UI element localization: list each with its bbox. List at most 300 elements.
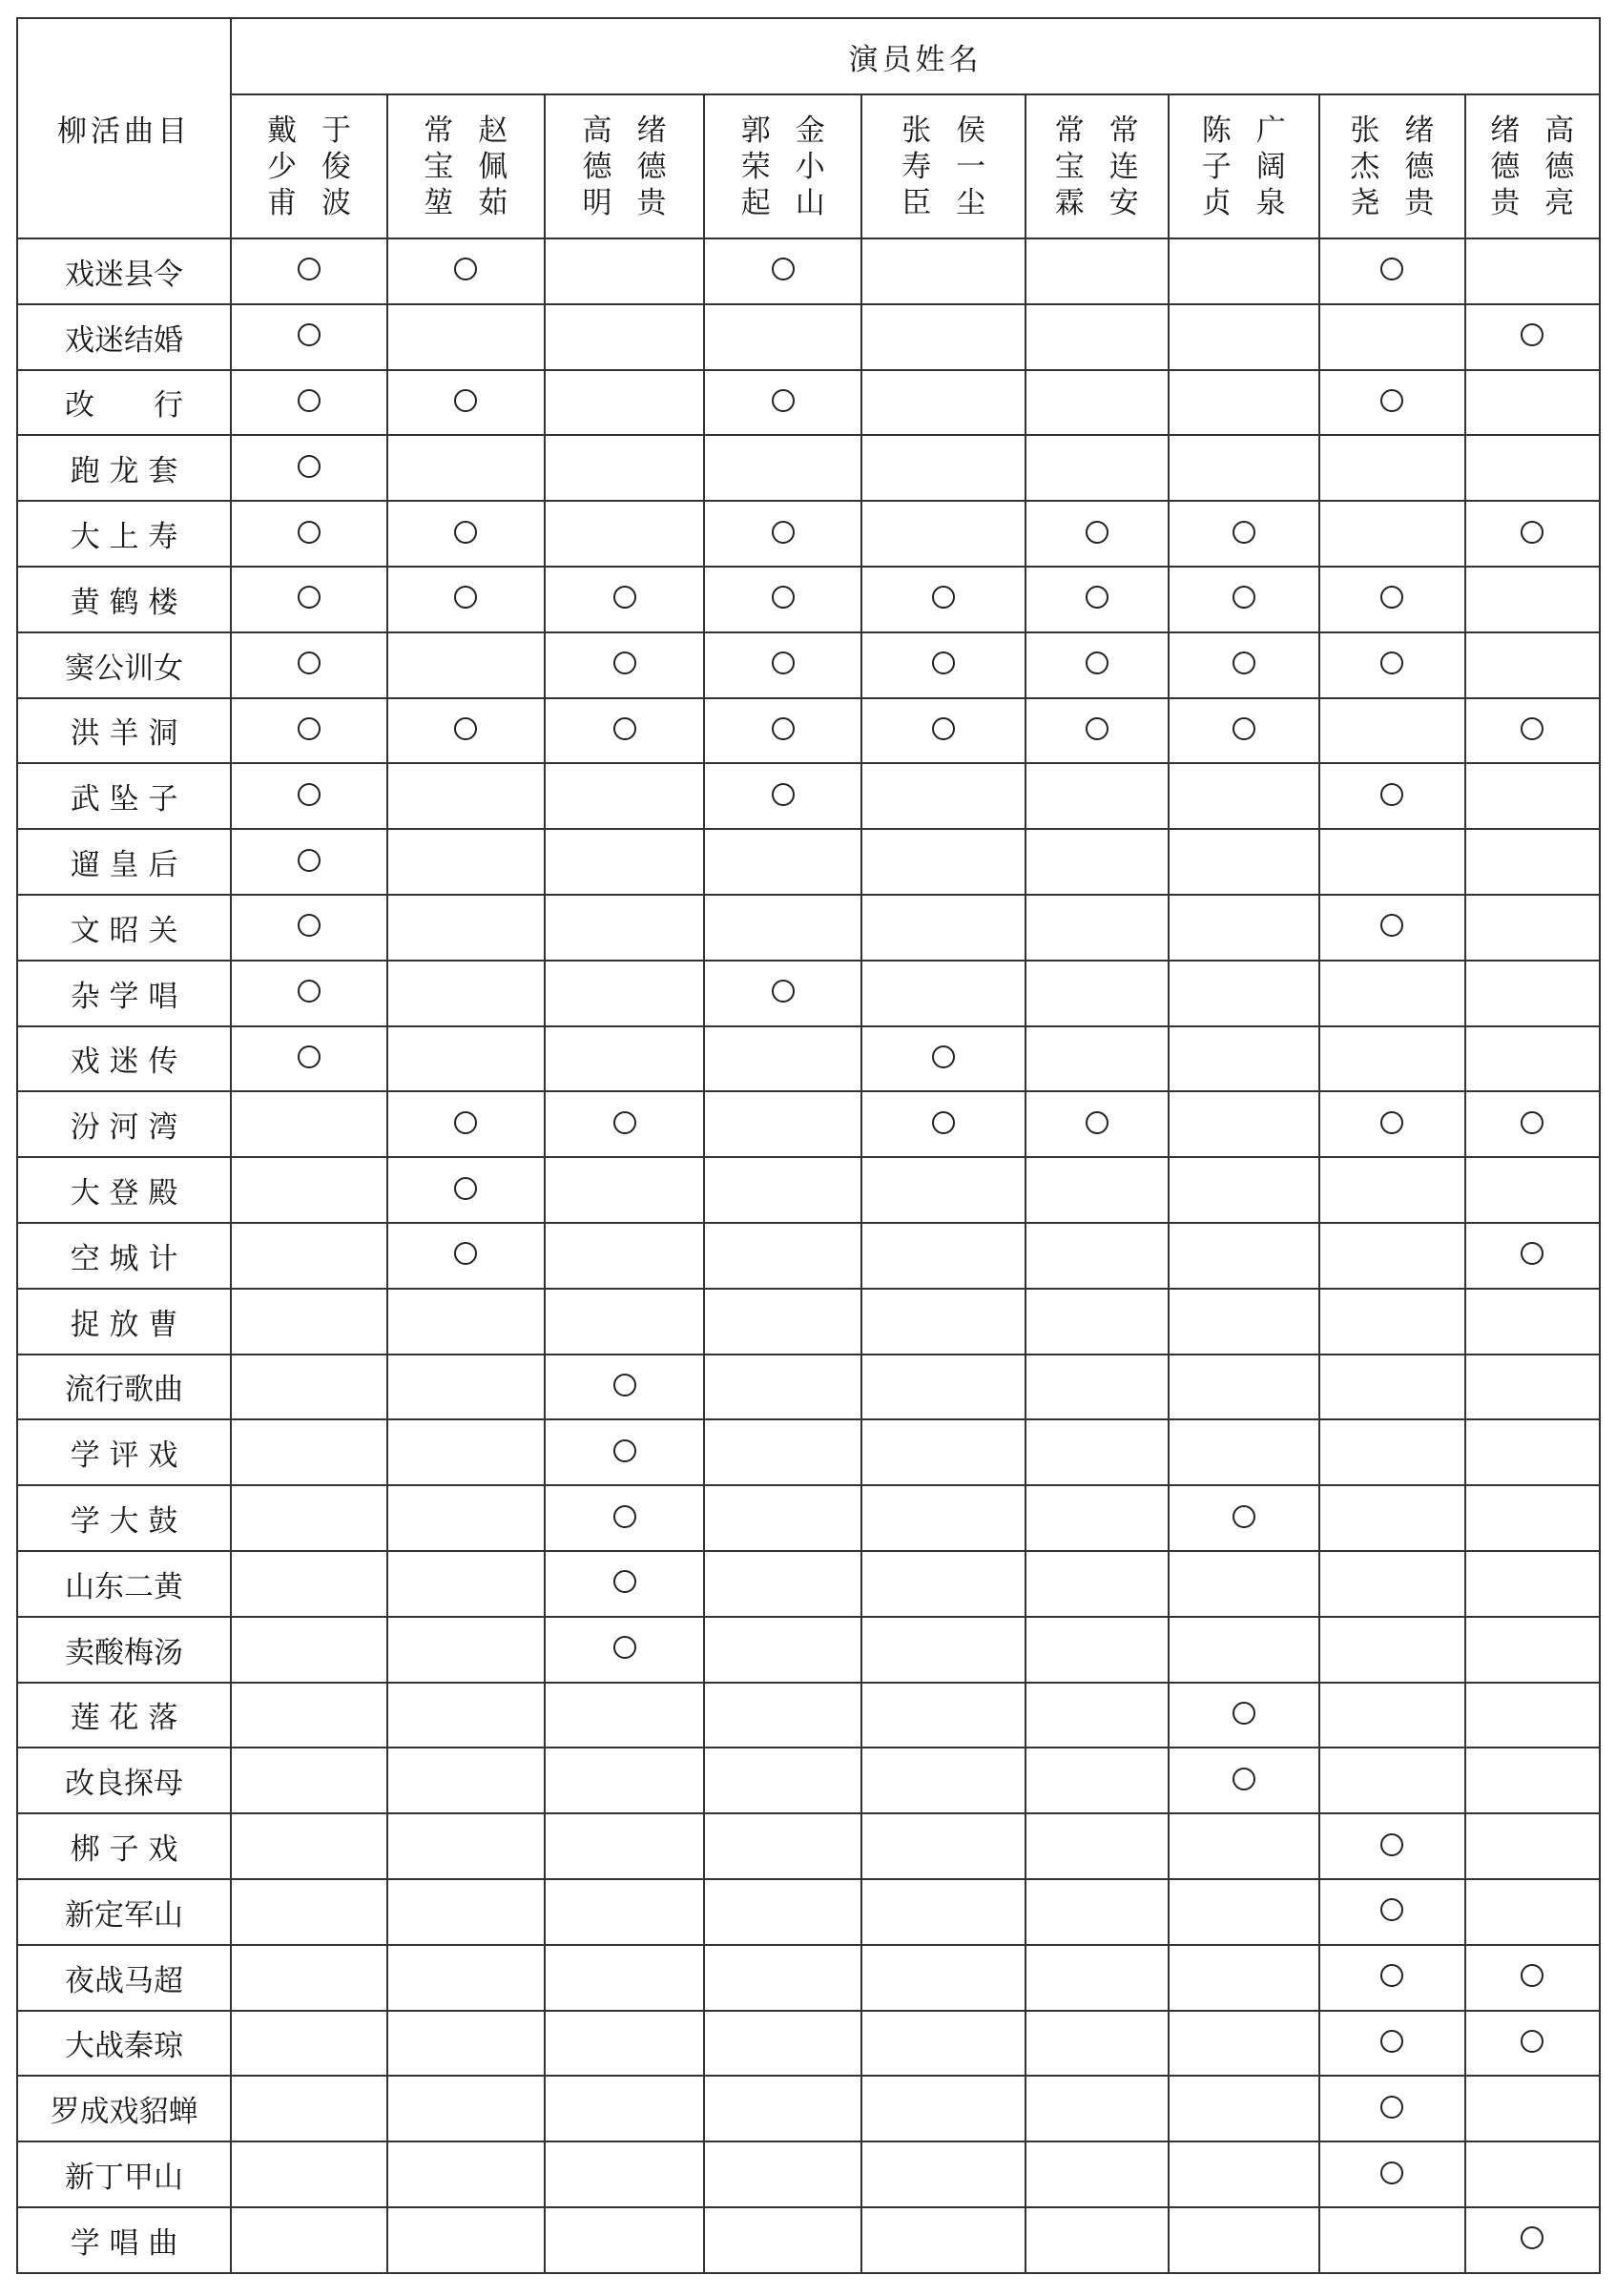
performance-cell [861,2141,1026,2207]
piece-title: 武 坠 子 [17,763,231,829]
piece-title: 卖酸梅汤 [17,1617,231,1683]
performance-cell [1319,1026,1464,1092]
table-body [17,238,1600,2273]
performance-cell [861,501,1026,567]
performance-cell [704,2207,861,2273]
performance-cell [861,1026,1026,1092]
performance-cell [1465,829,1600,895]
performance-cell [1169,370,1320,436]
actor-name: 陈 子 贞 [1201,113,1232,220]
table-row [17,1813,1600,1879]
performance-cell [1319,435,1464,501]
performance-cell [861,1748,1026,1813]
performance-cell [1026,632,1168,698]
performance-cell [861,763,1026,829]
piece-title: 改 行 [17,370,231,436]
table-row [17,1157,1600,1223]
actor-header-row [17,94,1600,238]
performance-cell [1169,1091,1320,1157]
performance-cell [1319,1551,1464,1617]
circle-mark-icon [298,717,321,740]
performance-cell [387,698,545,764]
table-row [17,2076,1600,2141]
performance-cell [1465,632,1600,698]
performance-cell [861,1157,1026,1223]
performance-cell [387,1026,545,1092]
performance-cell [1319,567,1464,632]
performance-cell [1465,1157,1600,1223]
performance-cell [861,567,1026,632]
actor-name: 绪 德 贵 [636,113,667,220]
header-row-top [17,18,1600,94]
table-row [17,632,1600,698]
performance-cell [231,1485,387,1551]
performance-cell [231,1879,387,1945]
performance-cell [1169,1551,1320,1617]
circle-mark-icon [298,980,321,1003]
performance-cell [231,435,387,501]
performance-cell [1169,1683,1320,1748]
performance-cell [1465,1879,1600,1945]
performance-cell [861,1879,1026,1945]
actor-name: 高 德 明 [582,113,612,220]
circle-mark-icon [1086,717,1108,740]
performance-cell [231,632,387,698]
performance-cell [387,2011,545,2077]
performance-cell [1465,1026,1600,1092]
table-row [17,1355,1600,1420]
circle-mark-icon [298,323,321,346]
performance-cell [1319,2141,1464,2207]
performance-cell [1169,763,1320,829]
performance-cell [704,501,861,567]
repertoire-table [16,17,1601,2274]
performance-cell [387,2076,545,2141]
performance-cell [231,2207,387,2273]
table-row [17,1748,1600,1813]
actor-pair-header [1465,94,1600,238]
performance-cell [545,1289,705,1355]
performance-cell [1026,238,1168,304]
piece-title: 戏迷县令 [17,238,231,304]
performance-cell [1169,829,1320,895]
piece-title: 学 唱 曲 [17,2207,231,2273]
circle-mark-icon [932,717,955,740]
performance-cell [545,1879,705,1945]
circle-mark-icon [772,258,795,280]
piece-title: 罗成戏貂蝉 [17,2076,231,2141]
performance-cell [861,1551,1026,1617]
performance-cell [704,1879,861,1945]
performance-cell [1465,1683,1600,1748]
performance-cell [387,501,545,567]
performance-cell [1465,304,1600,370]
circle-mark-icon [454,1177,477,1200]
performance-cell [704,1748,861,1813]
performance-cell [545,435,705,501]
performance-cell [861,1813,1026,1879]
performance-cell [231,567,387,632]
circle-mark-icon [772,717,795,740]
circle-mark-icon [1380,783,1403,806]
circle-mark-icon [1521,2226,1543,2249]
circle-mark-icon [932,1111,955,1134]
repertoire-header: 柳活曲目 [17,18,231,238]
performance-cell [1319,1091,1464,1157]
piece-title: 戏 迷 传 [17,1026,231,1092]
piece-title: 学 评 戏 [17,1419,231,1485]
performance-cell [1169,1355,1320,1420]
actor-names-header: 演员姓名 [231,18,1600,94]
table-row [17,2207,1600,2273]
table-row [17,2011,1600,2077]
performance-cell [1319,370,1464,436]
circle-mark-icon [1521,1111,1543,1134]
performance-cell [704,895,861,961]
performance-cell [704,1026,861,1092]
performance-cell [1465,1223,1600,1289]
performance-cell [704,567,861,632]
circle-mark-icon [613,1570,636,1593]
piece-title: 大 登 殿 [17,1157,231,1223]
performance-cell [387,1879,545,1945]
performance-cell [231,895,387,961]
table-row [17,698,1600,764]
circle-mark-icon [1521,717,1543,740]
performance-cell [1465,1289,1600,1355]
piece-title: 大战秦琼 [17,2011,231,2077]
table-row [17,1419,1600,1485]
performance-cell [1169,2207,1320,2273]
circle-mark-icon [1233,1505,1255,1528]
performance-cell [861,2207,1026,2273]
performance-cell [231,238,387,304]
performance-cell [1319,632,1464,698]
circle-mark-icon [1233,717,1255,740]
actor-pair-header [704,94,861,238]
piece-title: 文 昭 关 [17,895,231,961]
actor-name: 常 连 安 [1108,113,1139,220]
performance-cell [1319,1748,1464,1813]
performance-cell [704,829,861,895]
performance-cell [1026,961,1168,1026]
performance-cell [1026,370,1168,436]
performance-cell [231,763,387,829]
circle-mark-icon [613,1111,636,1134]
performance-cell [231,501,387,567]
performance-cell [231,1026,387,1092]
performance-cell [704,763,861,829]
circle-mark-icon [1521,1242,1543,1265]
performance-cell [545,1485,705,1551]
performance-cell [1169,304,1320,370]
piece-title: 杂 学 唱 [17,961,231,1026]
performance-cell [231,1289,387,1355]
actor-name: 常 宝 霖 [1054,113,1085,220]
circle-mark-icon [454,1111,477,1134]
table-row [17,1091,1600,1157]
performance-cell [1319,1485,1464,1551]
performance-cell [1169,501,1320,567]
actor-name: 高 德 亮 [1544,113,1575,220]
circle-mark-icon [613,1439,636,1462]
actor-name: 金 小 山 [795,113,825,220]
piece-title: 改良探母 [17,1748,231,1813]
performance-cell [861,895,1026,961]
performance-cell [231,1683,387,1748]
actor-name: 戴 少 甫 [266,113,297,220]
circle-mark-icon [1233,586,1255,609]
performance-cell [1026,1945,1168,2011]
piece-title: 学 大 鼓 [17,1485,231,1551]
performance-cell [1465,567,1600,632]
performance-cell [704,1289,861,1355]
performance-cell [387,1355,545,1420]
performance-cell [1319,698,1464,764]
performance-cell [387,1289,545,1355]
performance-cell [1026,1157,1168,1223]
circle-mark-icon [1086,1111,1108,1134]
circle-mark-icon [454,389,477,412]
performance-cell [1319,1813,1464,1879]
circle-mark-icon [298,389,321,412]
circle-mark-icon [1380,2030,1403,2053]
piece-title: 窦公训女 [17,632,231,698]
performance-cell [1465,1355,1600,1420]
circle-mark-icon [613,717,636,740]
circle-mark-icon [298,652,321,674]
performance-cell [231,1813,387,1879]
actor-pair-header [387,94,545,238]
circle-mark-icon [298,914,321,937]
actor-pair-header [861,94,1026,238]
table-row [17,1683,1600,1748]
table-row [17,304,1600,370]
actor-pair-header [545,94,705,238]
circle-mark-icon [1521,323,1543,346]
performance-cell [1169,1617,1320,1683]
performance-cell [1026,763,1168,829]
actor-name: 于 俊 波 [321,113,351,220]
performance-cell [1319,1617,1464,1683]
circle-mark-icon [772,521,795,544]
performance-cell [545,698,705,764]
performance-cell [387,370,545,436]
performance-cell [231,1945,387,2011]
performance-cell [387,1157,545,1223]
piece-title: 黄 鹤 楼 [17,567,231,632]
table-row [17,1026,1600,1092]
circle-mark-icon [1233,521,1255,544]
performance-cell [1169,1813,1320,1879]
performance-cell [1026,829,1168,895]
performance-cell [231,1157,387,1223]
performance-cell [231,2011,387,2077]
circle-mark-icon [1380,1964,1403,1987]
performance-cell [231,1617,387,1683]
performance-cell [545,238,705,304]
performance-cell [545,895,705,961]
circle-mark-icon [772,586,795,609]
performance-cell [231,1551,387,1617]
performance-cell [1169,238,1320,304]
circle-mark-icon [1233,1768,1255,1790]
performance-cell [387,304,545,370]
performance-cell [545,567,705,632]
performance-cell [1465,2076,1600,2141]
performance-cell [387,435,545,501]
performance-cell [1465,2011,1600,2077]
performance-cell [704,1157,861,1223]
table-row [17,1289,1600,1355]
performance-cell [1169,1223,1320,1289]
performance-cell [1169,1748,1320,1813]
performance-cell [387,1419,545,1485]
performance-cell [231,1355,387,1420]
performance-cell [1319,1945,1464,2011]
performance-cell [1319,895,1464,961]
performance-cell [1319,1879,1464,1945]
performance-cell [704,2076,861,2141]
performance-cell [1026,2076,1168,2141]
performance-cell [1026,2207,1168,2273]
performance-cell [1026,304,1168,370]
circle-mark-icon [613,1636,636,1659]
piece-title: 梆 子 戏 [17,1813,231,1879]
performance-cell [704,2141,861,2207]
circle-mark-icon [298,455,321,478]
performance-cell [1465,370,1600,436]
circle-mark-icon [1086,652,1108,674]
circle-mark-icon [298,258,321,280]
circle-mark-icon [454,258,477,280]
table-row [17,370,1600,436]
performance-cell [1169,1879,1320,1945]
table-row [17,895,1600,961]
circle-mark-icon [1521,2030,1543,2053]
actor-name: 张 杰 尧 [1350,113,1380,220]
performance-cell [387,238,545,304]
performance-cell [1026,1355,1168,1420]
performance-cell [861,1223,1026,1289]
performance-cell [545,1355,705,1420]
performance-cell [1169,632,1320,698]
table-row [17,1551,1600,1617]
performance-cell [1169,1419,1320,1485]
table-row [17,1617,1600,1683]
performance-cell [1319,238,1464,304]
performance-cell [861,1485,1026,1551]
piece-title: 空 城 计 [17,1223,231,1289]
circle-mark-icon [298,521,321,544]
table-row [17,2141,1600,2207]
performance-cell [545,304,705,370]
table-row [17,238,1600,304]
performance-cell [545,829,705,895]
performance-cell [545,1617,705,1683]
performance-cell [545,1419,705,1485]
performance-cell [861,1091,1026,1157]
piece-title: 戏迷结婚 [17,304,231,370]
performance-cell [704,1223,861,1289]
performance-cell [231,1748,387,1813]
performance-cell [545,1945,705,2011]
table-row [17,501,1600,567]
piece-title: 流行歌曲 [17,1355,231,1420]
table-row [17,763,1600,829]
performance-cell [861,632,1026,698]
performance-cell [861,698,1026,764]
performance-cell [1026,2011,1168,2077]
piece-title: 大 上 寿 [17,501,231,567]
performance-cell [231,1223,387,1289]
performance-cell [545,2076,705,2141]
performance-cell [704,1945,861,2011]
circle-mark-icon [613,586,636,609]
performance-cell [1169,698,1320,764]
performance-cell [1465,895,1600,961]
performance-cell [387,1683,545,1748]
performance-cell [704,2011,861,2077]
actor-pair-header [1319,94,1464,238]
performance-cell [387,1223,545,1289]
performance-cell [704,238,861,304]
performance-cell [231,304,387,370]
table-row [17,961,1600,1026]
performance-cell [545,1683,705,1748]
performance-cell [387,1945,545,2011]
performance-cell [1026,1091,1168,1157]
actor-name: 广 阔 泉 [1255,113,1286,220]
performance-cell [861,2011,1026,2077]
performance-cell [1319,1683,1464,1748]
performance-cell [231,961,387,1026]
performance-cell [861,1683,1026,1748]
performance-cell [704,1617,861,1683]
performance-cell [545,2011,705,2077]
circle-mark-icon [1380,389,1403,412]
circle-mark-icon [1380,258,1403,280]
performance-cell [1465,1419,1600,1485]
performance-cell [704,1485,861,1551]
circle-mark-icon [298,849,321,872]
performance-cell [1319,763,1464,829]
table-row [17,1223,1600,1289]
table-row [17,1945,1600,2011]
performance-cell [1169,1157,1320,1223]
piece-title: 莲 花 落 [17,1683,231,1748]
piece-title: 跑 龙 套 [17,435,231,501]
performance-cell [387,895,545,961]
performance-cell [1026,1813,1168,1879]
performance-cell [387,2207,545,2273]
circle-mark-icon [1086,586,1108,609]
performance-cell [1026,1419,1168,1485]
performance-cell [1465,763,1600,829]
performance-cell [387,1485,545,1551]
performance-cell [231,1091,387,1157]
performance-cell [1465,1091,1600,1157]
performance-cell [1026,1683,1168,1748]
performance-cell [1465,961,1600,1026]
circle-mark-icon [1380,914,1403,937]
performance-cell [1026,1223,1168,1289]
performance-cell [1169,1289,1320,1355]
performance-cell [704,1355,861,1420]
performance-cell [1465,1551,1600,1617]
performance-cell [1026,1879,1168,1945]
circle-mark-icon [454,586,477,609]
